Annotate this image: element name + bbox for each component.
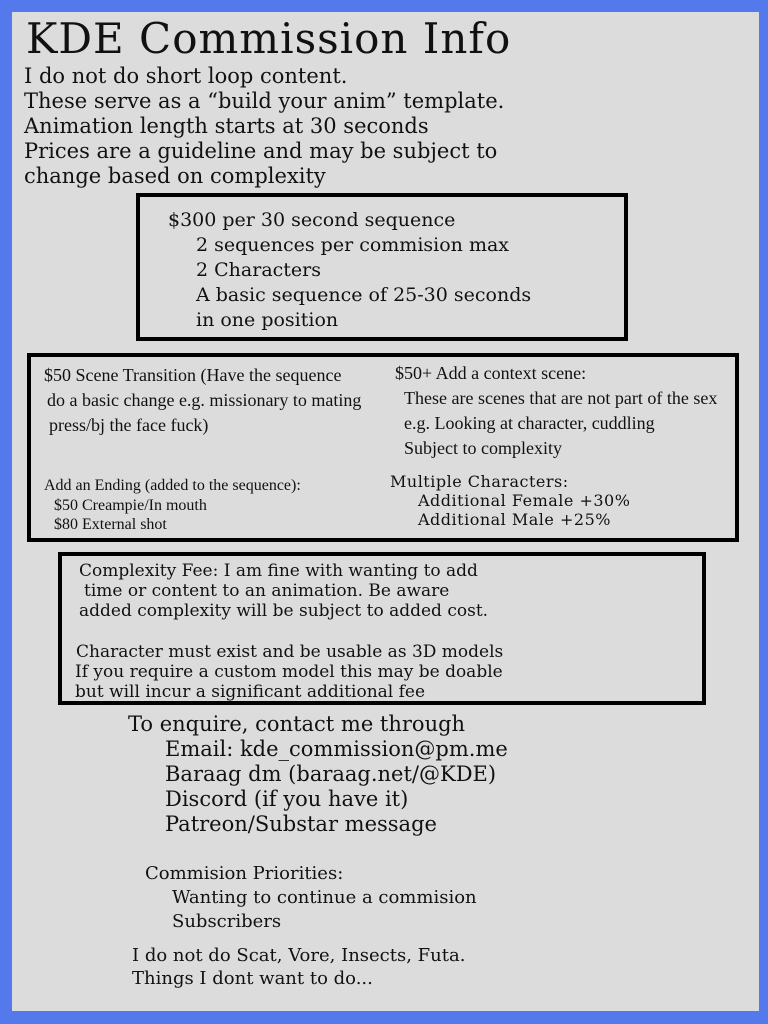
- multiple-characters-line: Additional Female +30%: [418, 491, 631, 510]
- context-scene-line: Subject to complexity: [404, 438, 562, 458]
- intro-line: Animation length starts at 30 seconds: [24, 114, 429, 138]
- multiple-characters-line: Additional Male +25%: [418, 510, 611, 529]
- page-title: KDE Commission Info: [26, 14, 512, 63]
- intro-line: I do not do short loop content.: [24, 64, 348, 88]
- models-line: but will incur a significant additional fee: [75, 682, 426, 702]
- intro-line: These serve as a “build your anim” template.: [24, 89, 505, 113]
- exclusion-line: Things I dont want to do...: [132, 968, 373, 989]
- priority-item: Wanting to continue a commision: [172, 887, 477, 908]
- multiple-characters-line: Multiple Characters:: [390, 472, 569, 491]
- ending-line: Add an Ending (added to the sequence):: [44, 477, 301, 494]
- complexity-fee-line: Complexity Fee: I am fine with wanting to add: [79, 561, 478, 581]
- scene-transition-line: $50 Scene Transition (Have the sequence: [44, 365, 342, 385]
- models-line: If you require a custom model this may be doable: [75, 662, 503, 682]
- exclusion-line: I do not do Scat, Vore, Insects, Futa.: [132, 945, 466, 966]
- contact-patreon: Patreon/Substar message: [165, 812, 437, 836]
- context-scene-line: These are scenes that are not part of the sex: [404, 388, 718, 408]
- complexity-fee-line: added complexity will be subject to added cost.: [79, 601, 489, 621]
- pricing-box: [136, 193, 628, 341]
- priorities-heading: Commision Priorities:: [145, 863, 344, 884]
- contact-discord: Discord (if you have it): [165, 787, 409, 811]
- intro-notes: [24, 64, 504, 189]
- intro-line: Prices are a guideline and may be subject to: [24, 139, 498, 163]
- context-scene-line: $50+ Add a context scene:: [395, 363, 587, 383]
- contact-section: [128, 712, 508, 837]
- exclusions-section: [132, 944, 465, 990]
- contact-email: Email: kde_commission@pm.me: [165, 737, 508, 761]
- intro-line: change based on complexity: [24, 164, 326, 188]
- commission-sheet: [12, 12, 759, 1011]
- contact-baraag: Baraag dm (baraag.net/@KDE): [165, 762, 497, 786]
- complexity-fee-line: time or content to an animation. Be aware: [84, 581, 450, 601]
- scene-transition-line: press/bj the face fuck): [49, 415, 209, 435]
- pricing-item: in one position: [196, 309, 339, 331]
- pricing-headline: $300 per 30 second sequence: [168, 209, 456, 231]
- models-line: Character must exist and be usable as 3D models: [76, 642, 504, 662]
- contact-heading: To enquire, contact me through: [128, 712, 466, 736]
- pricing-item: 2 Characters: [196, 259, 321, 281]
- ending-line: $80 External shot: [54, 516, 167, 533]
- addons-box: [27, 353, 739, 542]
- ending-line: $50 Creampie/In mouth: [54, 497, 207, 514]
- priorities-section: [145, 862, 477, 934]
- priority-item: Subscribers: [172, 911, 282, 932]
- pricing-item: 2 sequences per commision max: [196, 234, 509, 256]
- scene-transition-line: do a basic change e.g. missionary to mating: [47, 390, 362, 410]
- complexity-box: [58, 552, 706, 705]
- context-scene-line: e.g. Looking at character, cuddling: [404, 413, 655, 433]
- pricing-item: A basic sequence of 25-30 seconds: [196, 284, 532, 306]
